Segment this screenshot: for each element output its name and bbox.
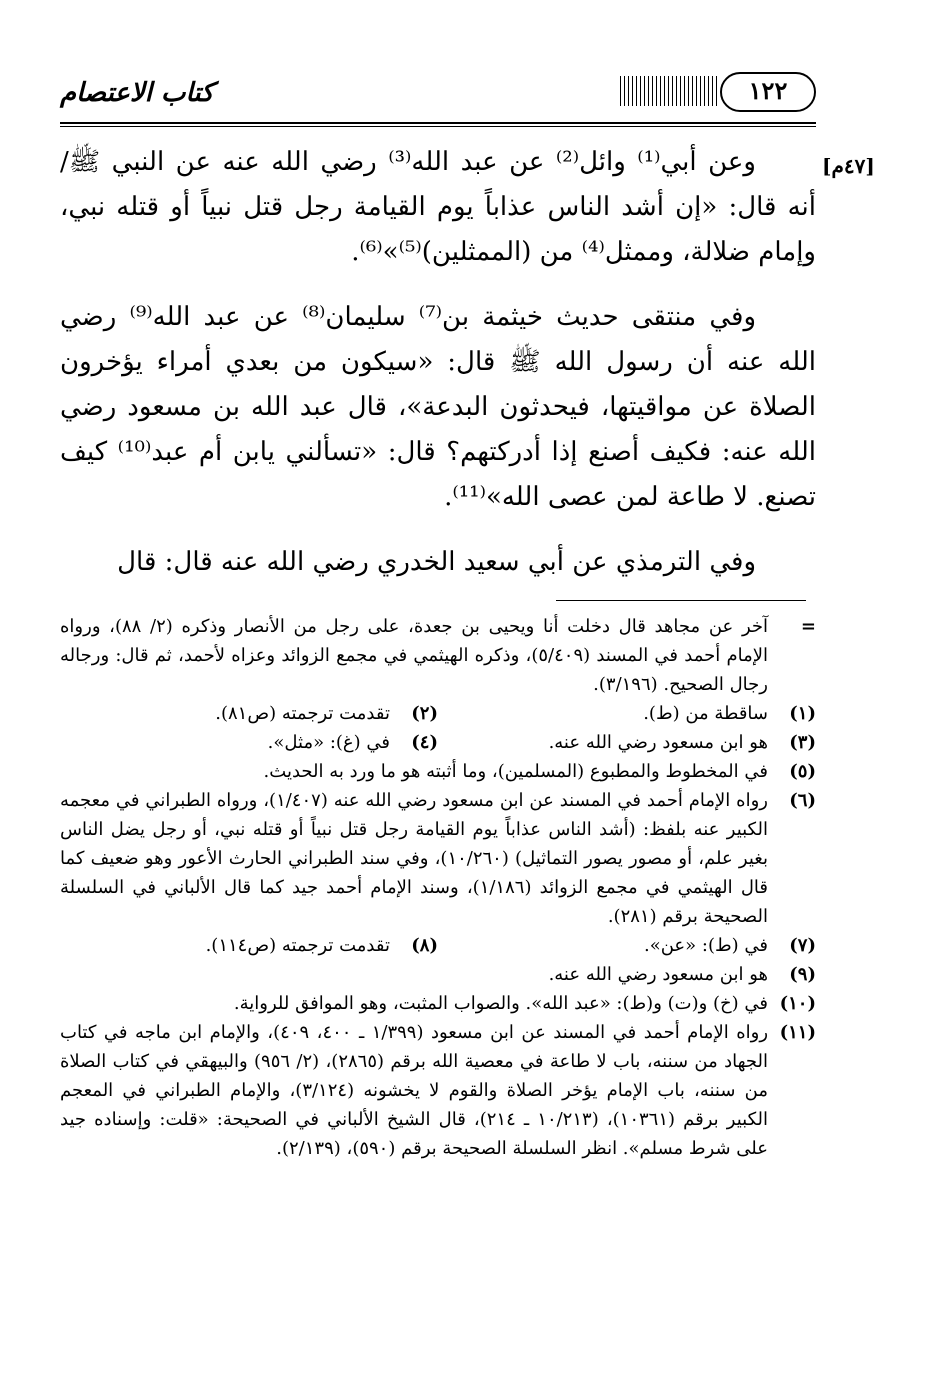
footnote-text: هو ابن مسعود رضي الله عنه. — [548, 732, 768, 753]
footnote-text: في (ط): «عن». — [644, 935, 768, 956]
footnote-row — [60, 728, 816, 757]
page-header — [60, 68, 816, 120]
footnote-text: رواه الإمام أحمد في المسند عن ابن مسعود (١/٣٩٩ ـ ٤٠٠، ٤٠٩)، والإمام ابن ماجه في كتاب الجهاد من سننه، باب لا طاعة في معصية الله برقم (٢٨٦٥)، (٢/ ٩٥٦) والبيهقي في كتاب الصلاة من سننه، باب الإمام يؤخر الصلاة والقوم لا يخشونه (٣/١٢٤)، والإمام الطبراني في المعجم الكبير برقم (١٠٣٦١)، (١٠/٢١٣ ـ ٢١٤)، قال الشيخ الألباني في الصحيحة: «قلت: وإسناده جيد على شرط مسلم». انظر السلسلة الصحيحة برقم (٥٩٠)، (٢/١٣٩). — [60, 1022, 769, 1159]
footnote-number: (١٠) — [779, 993, 816, 1014]
footnote-row — [60, 699, 816, 728]
header-rule — [60, 122, 816, 124]
footnote-number: (٣) — [789, 732, 816, 753]
footnote-1 — [438, 699, 816, 728]
footnote-text: تقدمت ترجمته (ص٨١). — [215, 703, 390, 724]
footnote-7 — [438, 931, 816, 960]
footnote-number: (١١) — [779, 1022, 816, 1043]
footnote-marker: = — [800, 616, 816, 637]
footnote-3 — [438, 728, 816, 757]
footnote-number: (٥) — [789, 761, 816, 782]
footnote-5 — [60, 757, 816, 786]
footnote-2 — [215, 699, 438, 728]
hatch-ornament — [620, 76, 720, 106]
running-title: كتاب الاعتصام — [60, 78, 214, 108]
footnote-text: رواه الإمام أحمد في المسند عن ابن مسعود رضي الله عنه (١/٤٠٧)، ورواه الطبراني في معجمه الكبير عنه بلفظ: (أشد الناس عذاباً يوم القيامة رجل قتل نبياً أو قتله نبي، أو رجل يضل الناس بغير علم، أو مصور يصور التماثيل) (١٠/٢٦٠)، وفي سند الطبراني الحارث الأعور وهو ضعيف كما قال الهيثمي في مجمع الزوائد (١/١٨٦)، وسند الإمام أحمد جيد كما قال الألباني في السلسلة الصحيحة برقم (٢٨١). — [60, 790, 769, 927]
header-rule-thin — [60, 126, 816, 127]
footnote-number: (٤) — [411, 732, 438, 753]
footnote-text: في (خ) و(ت) و(ط): «عبد الله». والصواب المثبت، وهو الموافق للرواية. — [233, 993, 768, 1014]
footnote-number: (٨) — [411, 935, 438, 956]
footnote-number: (٦) — [789, 790, 816, 811]
footnotes — [60, 612, 816, 1163]
footnote-9 — [60, 960, 816, 989]
footnote-4 — [268, 728, 438, 757]
footnote-row — [60, 931, 816, 960]
footnote-text: ساقطة من (ط). — [643, 703, 768, 724]
footnote-separator — [556, 600, 806, 601]
footnote-text: هو ابن مسعود رضي الله عنه. — [548, 964, 768, 985]
footnote-continuation — [60, 612, 816, 699]
paragraph: وعن أبي⁽¹⁾ وائل⁽²⁾ عن عبد الله⁽³⁾ رضي الله عنه عن النبي ﷺ/ أنه قال: «إن أشد الناس عذاباً يوم القيامة رجل قتل نبياً أو قتله نبي، وإمام ضلالة، وممثل⁽⁴⁾ من (الممثلين)⁽⁵⁾»⁽⁶⁾. — [60, 147, 816, 267]
footnote-number: (٩) — [789, 964, 816, 985]
footnote-6 — [60, 786, 816, 931]
page-number: ١٢٢ — [720, 72, 816, 112]
main-text — [60, 140, 816, 605]
footnote-text: تقدمت ترجمته (ص١١٤). — [205, 935, 390, 956]
footnote-8 — [206, 931, 438, 960]
paragraph: وفي الترمذي عن أبي سعيد الخدري رضي الله عنه قال: قال — [117, 547, 756, 577]
footnote-number: (١) — [789, 703, 816, 724]
footnote-10 — [60, 989, 816, 1018]
footnote-number: (٢) — [411, 703, 438, 724]
footnote-text: في المخطوط والمطبوع (المسلمين)، وما أثبته هو ما ورد به الحديث. — [263, 761, 768, 782]
manuscript-page-ref: [٤٧م] — [822, 154, 875, 178]
page-number-ornament — [616, 72, 816, 112]
footnote-11 — [60, 1018, 816, 1163]
footnote-text: آخر عن مجاهد قال دخلت أنا ويحيى بن جعدة، على رجل من الأنصار وذكره (٢/ ٨٨)، ورواه الإمام أحمد في المسند (٥/٤٠٩)، وذكره الهيثمي في مجمع الزوائد وعزاه لأحمد، ثم قال: ورجاله رجال الصحيح. (٣/١٩٦). — [60, 616, 769, 695]
footnote-text: في (غ): «مثل». — [267, 732, 390, 753]
footnote-number: (٧) — [789, 935, 816, 956]
paragraph: وفي منتقى حديث خيثمة بن⁽⁷⁾ سليمان⁽⁸⁾ عن عبد الله⁽⁹⁾ رضي الله عنه أن رسول الله ﷺ قال: «سيكون من بعدي أمراء يؤخرون الصلاة عن مواقيتها، فيحدثون البدعة»، قال عبد الله بن مسعود رضي الله عنه: فكيف أصنع إذا أدركتهم؟ قال: «تسألني يابن أم عبد⁽¹⁰⁾ كيف تصنع. لا طاعة لمن عصى الله»⁽¹¹⁾. — [60, 302, 816, 512]
